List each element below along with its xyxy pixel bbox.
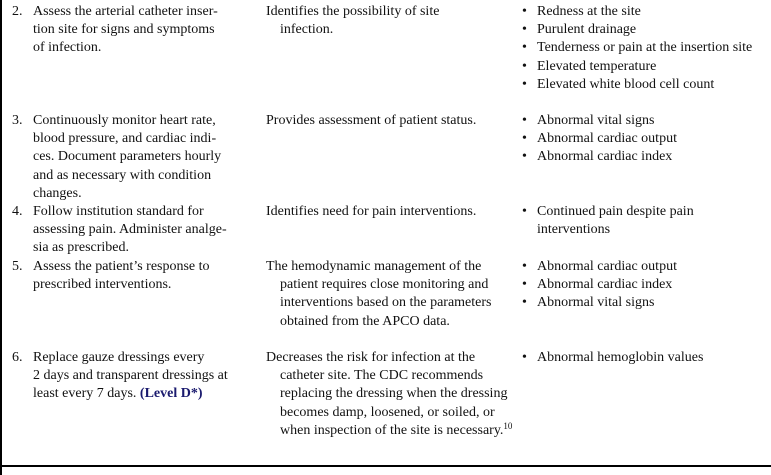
action-line: prescribed interventions. xyxy=(33,277,172,293)
list-item: • Purulent drainage xyxy=(522,21,767,39)
bullet-icon: • xyxy=(522,76,527,92)
bullet-icon: • xyxy=(522,22,527,38)
action-cell xyxy=(12,3,257,58)
rationale-cell: Provides assessment of patient status. xyxy=(266,113,477,128)
step-number: 2. xyxy=(12,4,23,19)
action-text xyxy=(33,112,263,203)
rationale-cell: Decreases the risk for infection at the catheter site. The CDC recommends replacing the dressing when the dressing becomes damp, loosened, or soiled, or when inspection of the site is necessary.$^{10}$ xyxy=(266,350,513,438)
action-line: ces. Document parameters hourly xyxy=(33,149,222,165)
action-line: changes. xyxy=(33,185,82,201)
list-item: • Elevated temperature xyxy=(522,58,767,76)
list-item: • Abnormal cardiac index xyxy=(522,148,767,166)
list-item: • Elevated white blood cell count xyxy=(522,76,767,94)
action-line: Follow institution standard for xyxy=(33,204,204,219)
bullet-icon: • xyxy=(522,113,527,128)
list-item: • Abnormal cardiac output xyxy=(522,130,767,148)
step-number: 3. xyxy=(12,113,23,128)
action-cell xyxy=(12,203,257,258)
list-item: • Abnormal cardiac output xyxy=(522,258,767,276)
list-item: • Tenderness or pain at the insertion site xyxy=(522,39,767,57)
action-line: of infection. xyxy=(33,40,102,56)
list-item: • Abnormal cardiac index xyxy=(522,276,767,294)
outcomes-list xyxy=(522,112,767,167)
action-line: least every 7 days. (Level D*) xyxy=(33,386,203,402)
bullet-icon: • xyxy=(522,295,527,311)
bullet-icon: • xyxy=(522,4,527,19)
action-line: sia as prescribed. xyxy=(33,240,130,256)
step-number: 5. xyxy=(12,259,23,274)
outcomes-list xyxy=(522,3,767,94)
table-bottom-border xyxy=(0,465,771,467)
bullet-icon: • xyxy=(522,350,527,365)
action-text xyxy=(33,349,263,404)
reference-superscript: 10 xyxy=(503,420,513,431)
rationale-cell: Identifies need for pain interventions. xyxy=(266,204,477,219)
action-text xyxy=(33,3,263,58)
action-line: Continuously monitor heart rate, xyxy=(33,113,216,128)
action-line: Assess the patient’s response to xyxy=(33,259,210,274)
action-text xyxy=(33,258,263,294)
action-text xyxy=(33,203,263,258)
action-line: Assess the arterial catheter inser- xyxy=(33,4,218,19)
outcomes-list xyxy=(522,258,767,313)
list-item: • Continued pain despite pain interventions xyxy=(522,204,694,238)
list-item: • Abnormal vital signs xyxy=(522,112,767,130)
action-cell xyxy=(12,349,257,404)
action-line: 2 days and transparent dressings at xyxy=(33,368,228,384)
rationale-cell: Identifies the possibility of site infection. xyxy=(266,4,440,38)
action-cell xyxy=(12,112,257,203)
bullet-icon: • xyxy=(522,131,527,147)
outcomes-list xyxy=(522,203,732,239)
rationale-cell: The hemodynamic management of the patient requires close monitoring and interventions based on the parameters obtained from the APCO data. xyxy=(266,259,492,329)
action-line: blood pressure, and cardiac indi- xyxy=(33,131,217,147)
list-item: • Redness at the site xyxy=(522,3,767,21)
action-line: assessing pain. Administer analge- xyxy=(33,222,227,238)
outcomes-list xyxy=(522,349,767,367)
evidence-level-badge: (Level D*) xyxy=(139,386,203,402)
bullet-icon: • xyxy=(522,58,527,74)
bullet-icon: • xyxy=(522,149,527,165)
step-number: 4. xyxy=(12,204,23,219)
bullet-icon: • xyxy=(522,277,527,293)
list-item: • Abnormal hemoglobin values xyxy=(522,349,767,367)
step-number: 6. xyxy=(12,350,23,365)
action-line: Replace gauze dressings every xyxy=(33,350,205,365)
table-left-border xyxy=(0,0,2,475)
action-line: tion site for signs and symptoms xyxy=(33,22,215,38)
list-item: • Abnormal vital signs xyxy=(522,294,767,312)
bullet-icon: • xyxy=(522,259,527,274)
action-line: and as necessary with condition xyxy=(33,167,212,183)
bullet-icon: • xyxy=(522,204,527,219)
action-cell xyxy=(12,258,257,294)
bullet-icon: • xyxy=(522,40,527,56)
